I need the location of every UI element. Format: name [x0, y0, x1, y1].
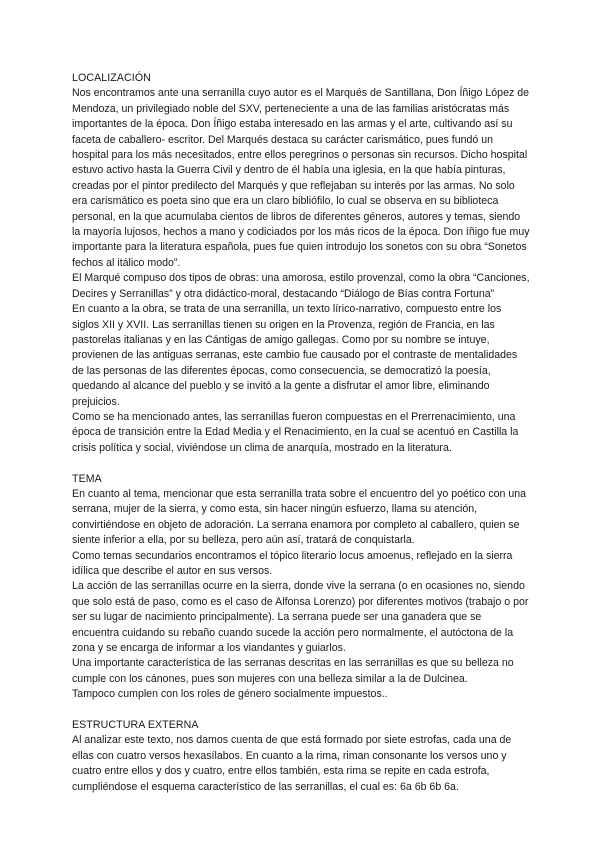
paragraph: En cuanto a la obra, se trata de una serranilla, un texto lírico-narrativo, compuesto entre los siglos XII y XVII. Las serranillas tienen su origen en la Provenza, región de Francia, en las pastorelas italianas y en las Cántigas de amigo gallegas. Como por su nombre se intuye, provienen de las antiguas serranas, este cambio fue causado por el contraste de mentalidades de las personas de las diferentes épocas, como consecuencia, se democratizó la poesía, quedando al alcance del pueblo y se invitó a la gente a disfrutar el amor libre, eliminando prejuicios. [72, 303, 518, 408]
section-tema [72, 472, 530, 703]
paragraph: La acción de las serranillas ocurre en la sierra, donde vive la serrana (o en ocasiones no, siendo que solo está de paso, como es el caso de Alfonsa Lorenzo) por diferentes motivos (trabajo o por ser su lugar de nacimiento principalmente). La serrana puede ser una ganadera que se encuentra cuidando su rebaño cuando sucede la acción pero normalmente, el autóctona de la zona y se encarga de informar a los viandantes y guiarlos. [72, 580, 529, 655]
document-page [72, 71, 530, 795]
section-heading: ESTRUCTURA EXTERNA [72, 719, 199, 732]
paragraph: Nos encontramos ante una serranilla cuyo autor es el Marqués de Santillana, Don Íñigo López de Mendoza, un privilegiado noble del SXV, perteneciente a una de las familias aristócratas más importantes de la época. Don Íñigo estaba interesado en las armas y el arte, cultivando así su faceta de caballero- escritor. Del Marqués destaca su carácter carismático, pues fundó un hospital para los más necesitados, entre ellos peregrinos o personas sin recursos. Dicho hospital estuvo activo hasta la Guerra Civil y dentro de él había una iglesia, en la que había pinturas, creadas por el pintor predilecto del Marqués y que reflejaban su interés por las armas. No solo era carismático es poeta sino que era un claro bibliófilo, lo cual se observa en su biblioteca personal, en la que acumulaba cientos de libros de diferentes géneros, autores y temas, siendo la mayoría lujosos, hechos a mano y codiciados por los más ricos de la época. Don íñigo fue muy importante para la literatura española, pues fue quien introdujo los sonetos con su obra “Sonetos fechos al itálico modo”. [72, 87, 530, 269]
paragraph: Como temas secundarios encontramos el tópico literario locus amoenus, reflejado en la sierra idílica que describe el autor en sus versos. [72, 549, 513, 577]
section-spacer [72, 703, 530, 718]
section-spacer [72, 456, 530, 471]
section-heading: LOCALIZACIÓN [72, 72, 151, 84]
paragraph: Tampoco cumplen con los roles de género socialmente impuestos.. [72, 688, 388, 701]
paragraph: Una importante característica de las serranas descritas en las serranillas es que su belleza no cumple con los cánones, pues son mujeres con una belleza similar a la de Dulcinea. [72, 657, 514, 685]
section-heading: TEMA [72, 472, 102, 485]
paragraph: Al analizar este texto, nos damos cuenta de que está formado por siete estrofas, cada una de ellas con cuatro versos hexasílabos. En cuanto a la rima, riman consonante los versos uno y cuatro entre ellos y dos y cuatro, entre ellos también, esta rima se repite en cada estrofa, cumpliéndose el esquema característico de las serranillas, el cual es: 6a 6b 6b 6a. [72, 734, 512, 793]
paragraph: El Marqué compuso dos tipos de obras: una amorosa, estilo provenzal, como la obra “Canciones, Decires y Serranillas” y otra didáctico-moral, destacando “Diálogo de Bías contra Fortuna” [72, 272, 530, 300]
paragraph: En cuanto al tema, mencionar que esta serranilla trata sobre el encuentro del yo poético con una serrana, mujer de la sierra, y como esta, sin hacer ningún esfuerzo, llama su atención, convirtiéndose en objeto de adoración. La serrana enamora por completo al caballero, quien se siente inferior a ella, por su belleza, pero aún así, tratará de conquistarla. [72, 487, 527, 547]
section-estructura-externa [72, 718, 530, 795]
paragraph: Como se ha mencionado antes, las serranillas fueron compuestas en el Prerrenacimiento, una época de transición entre la Edad Media y el Renacimiento, en la cual se acentuó en Castilla la crisis política y social, viviéndose un clima de anarquía, mostrado en la literatura. [72, 410, 519, 454]
section-localizacion [72, 71, 530, 456]
